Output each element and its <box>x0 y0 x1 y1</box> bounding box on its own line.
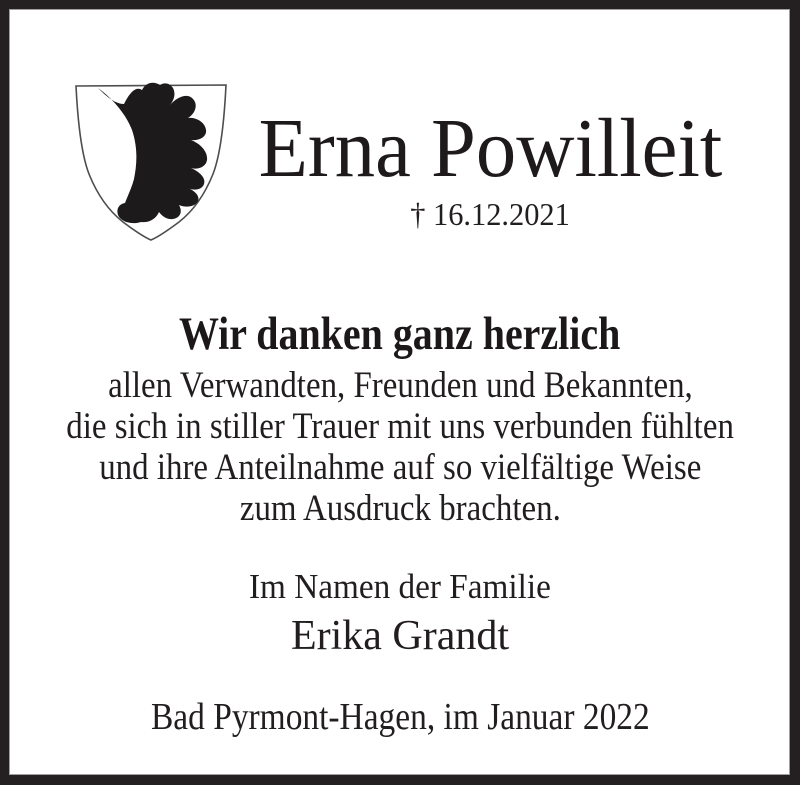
family-line-text: Im Namen der Familie <box>249 567 551 606</box>
thanks-body-line-text: zum Ausdruck brachten. <box>239 488 561 529</box>
thanks-heading-text: Wir danken ganz herzlich <box>179 308 621 360</box>
place-date-line <box>10 698 790 736</box>
death-date <box>190 198 790 230</box>
thanks-body-line-text: die sich in stiller Trauer mit uns verbunden fühlten <box>66 406 734 447</box>
thanks-body-line <box>10 488 790 529</box>
signature-name <box>10 615 790 657</box>
signature-name-text: Erika Grandt <box>290 613 510 659</box>
family-line <box>10 569 790 604</box>
thanks-body <box>10 365 790 529</box>
death-date-text: † 16.12.2021 <box>410 196 570 232</box>
thanks-body-line-text: und ihre Anteilnahme auf so vielfältige Weise <box>98 447 702 488</box>
deceased-name-text: Erna Powilleit <box>258 102 722 195</box>
thanks-body-line <box>10 406 790 447</box>
thanks-body-line <box>10 365 790 406</box>
deceased-name <box>190 102 790 195</box>
thanks-body-line <box>10 447 790 488</box>
place-date-text: Bad Pyrmont-Hagen, im Januar 2022 <box>150 696 650 738</box>
thanks-heading <box>10 308 790 360</box>
thanks-body-line-text: allen Verwandten, Freunden und Bekannten, <box>107 365 693 406</box>
